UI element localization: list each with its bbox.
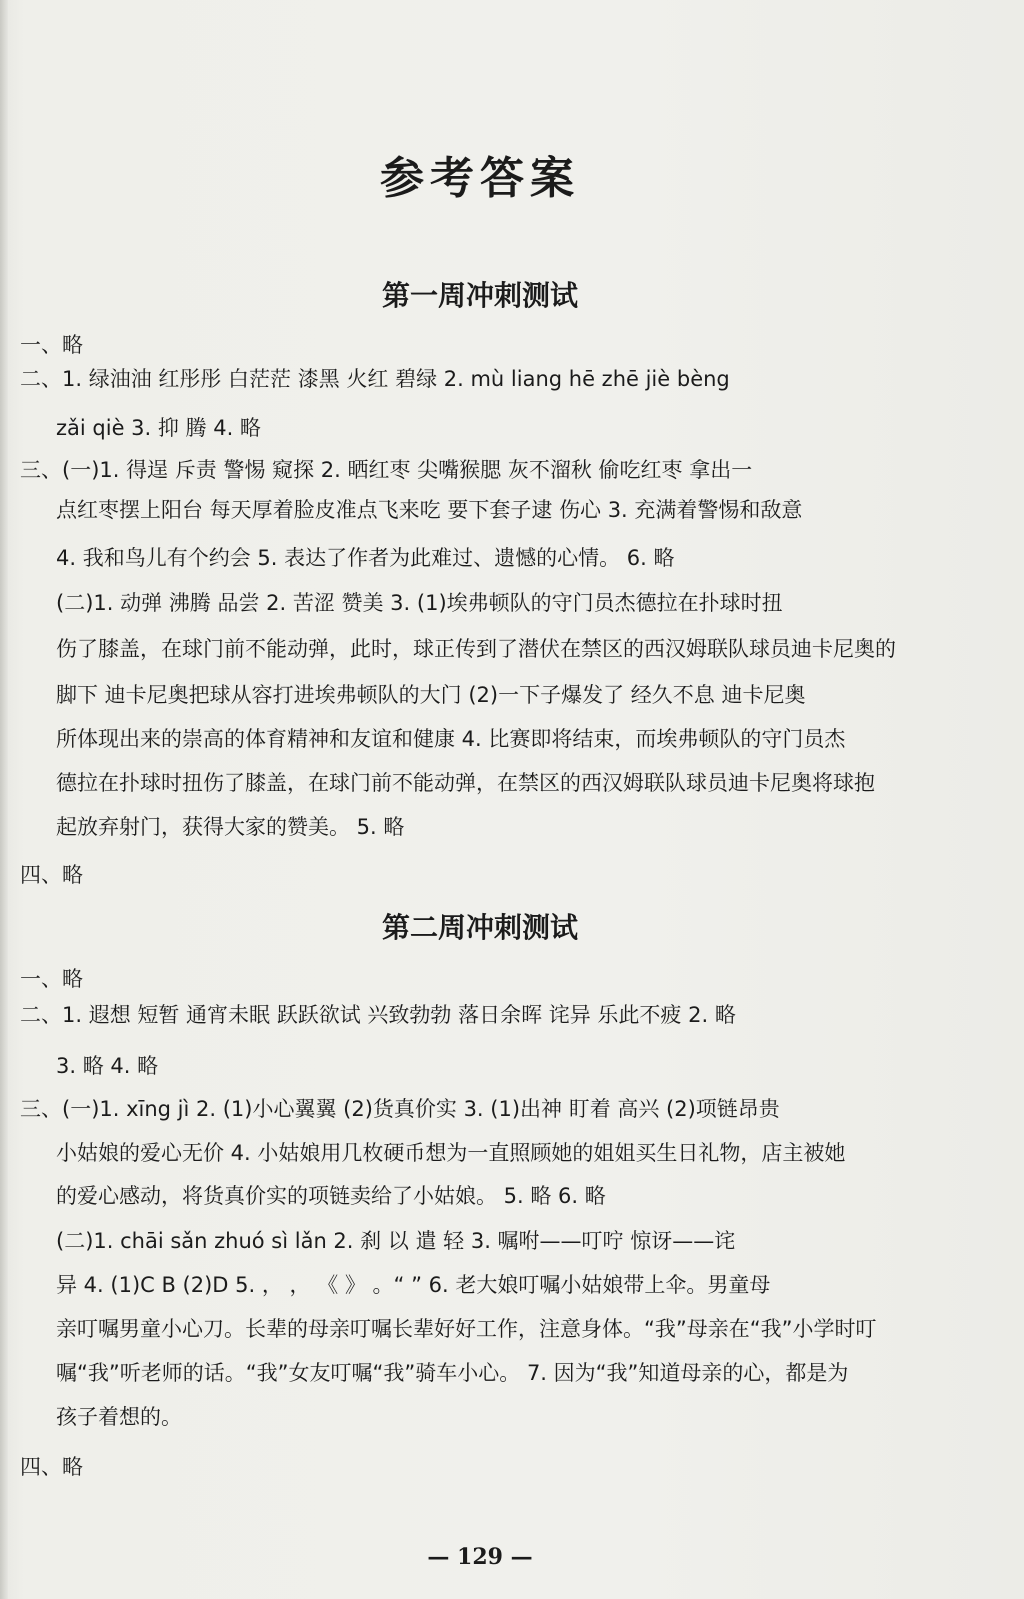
answer-line: 德拉在扑球时扭伤了膝盖，在球门前不能动弹，在禁区的西汉姆联队球员迪卡尼奥将球抱 (56, 771, 875, 795)
answer-line: 异 4. (1)C B (2)D 5. ， ， 《 》 。“ ” 6. 老大娘叮嘱小姑娘带上伞。男童母 (56, 1273, 771, 1297)
answer-line: 三、(一)1. xīng jì 2. (1)小心翼翼 (2)货真价实 3. (1)出神 盯着 高兴 (2)项链昂贵 (20, 1097, 780, 1121)
answer-line: 脚下 迪卡尼奥把球从容打进埃弗顿队的大门 (2)一下子爆发了 经久不息 迪卡尼奥 (56, 683, 806, 707)
answer-line: 四、略 (20, 863, 83, 887)
section-title-week1: 第一周冲刺测试 (381, 279, 578, 312)
answer-line: 小姑娘的爱心无价 4. 小姑娘用几枚硬币想为一直照顾她的姐姐买生日礼物，店主被她 (56, 1141, 846, 1165)
answer-line: 一、略 (20, 967, 83, 991)
answer-line: 3. 略 4. 略 (56, 1054, 159, 1078)
answer-line: 四、略 (20, 1455, 83, 1479)
answer-line: 4. 我和鸟儿有个约会 5. 表达了作者为此难过、遗憾的心情。 6. 略 (56, 546, 675, 570)
answer-line: (二)1. 动弹 沸腾 品尝 2. 苦涩 赞美 3. (1)埃弗顿队的守门员杰德拉在扑球时扭 (56, 591, 783, 615)
answer-line: 嘱“我”听老师的话。“我”女友叮嘱“我”骑车小心。 7. 因为“我”知道母亲的心，都是为 (56, 1361, 849, 1385)
answer-line: 三、(一)1. 得逞 斥责 警惕 窥探 2. 晒红枣 尖嘴猴腮 灰不溜秋 偷吃红枣 拿出一 (20, 458, 753, 482)
answer-line: 所体现出来的崇高的体育精神和友谊和健康 4. 比赛即将结束，而埃弗顿队的守门员杰 (56, 727, 846, 751)
page-number: — 129 — (427, 1544, 533, 1570)
section-title-week2: 第二周冲刺测试 (381, 911, 578, 944)
page-title: 参考答案 (380, 153, 580, 204)
answer-line: 二、1. 绿油油 红彤彤 白茫茫 漆黑 火红 碧绿 2. mù liang hē zhē jiè bèng (20, 367, 730, 391)
answer-line: 起放弃射门，获得大家的赞美。 5. 略 (56, 815, 405, 839)
answer-line: 的爱心感动，将货真价实的项链卖给了小姑娘。 5. 略 6. 略 (56, 1184, 606, 1208)
page-binding-edge (0, 0, 8, 1599)
answer-line: 点红枣摆上阳台 每天厚着脸皮准点飞来吃 要下套子逮 伤心 3. 充满着警惕和敌意 (56, 498, 803, 522)
answer-line: 孩子着想的。 (56, 1405, 182, 1429)
answer-line: zǎi qiè 3. 抑 腾 4. 略 (56, 416, 261, 440)
answer-line: 一、略 (20, 333, 83, 357)
answer-line: (二)1. chāi sǎn zhuó sì lǎn 2. 刹 以 遣 轻 3. 嘱咐——叮咛 惊讶——诧 (56, 1229, 736, 1253)
answer-line: 伤了膝盖，在球门前不能动弹，此时，球正传到了潜伏在禁区的西汉姆联队球员迪卡尼奥的 (56, 637, 896, 661)
answer-line: 二、1. 遐想 短暂 通宵未眠 跃跃欲试 兴致勃勃 落日余晖 诧异 乐此不疲 2. 略 (20, 1003, 736, 1027)
answer-line: 亲叮嘱男童小心刀。长辈的母亲叮嘱长辈好好工作，注意身体。“我”母亲在“我”小学时叮 (56, 1317, 877, 1341)
